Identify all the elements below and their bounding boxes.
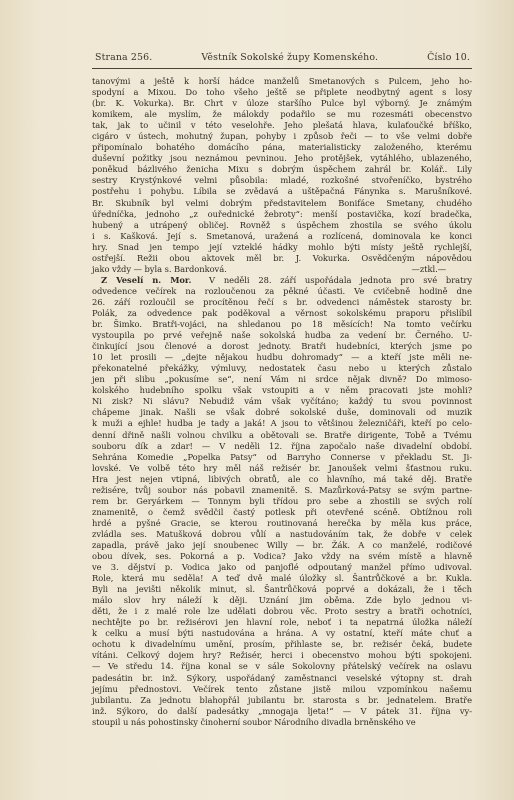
text-line: Hra jest nejen vtipná, libivých obratů, ale co hlavního, má také děj. Bratře — [92, 473, 472, 484]
text-line: duševní požitky jsou neznámou pevninou. Jeho protějšek, vytáhlého, ublazeného, — [92, 153, 472, 164]
text-line: nechtějte po br. režisérovi jen hlavní role, neboť i ta nepatrná úložka náleží — [92, 617, 472, 628]
text-line: (br. K. Vokurka). Br. Chrt v úloze staršího Pulce byl výborný. Je známým — [92, 98, 472, 109]
text-line: kolského hudebního spolku však vstoupiti a v něm pracovati jste mohli? — [92, 385, 472, 396]
closing-line: jako vždy — byla s. Bardonková. — [92, 263, 227, 274]
text-line: ochotu k divadelnímu umění, prosím, přihlaste se, br. režisér čeká, budete — [92, 639, 472, 650]
text-line: Br. Skubník byl velmi dobrým představitelem Bonifáce Smetany, chudého — [92, 197, 472, 208]
text-line: vystoupila po prvé veřejně naše sokolská hudba za vedení br. Černého. U- — [92, 330, 472, 341]
text-line: i s. Kašková. Její s. Smetanová, uražená a rozlícená, dominovala ke konci — [92, 230, 472, 241]
text-line: úředníčka, jednoho „z ouřednické žebroty“: menší postavička, kozí bradečka, — [92, 208, 472, 219]
text-line: padesátin br. inž. Sýkory, uspořádaný zaměstnanci veselské výtopny st. drah — [92, 672, 472, 683]
text-line: jen při slibu „pokusíme se“, není Vám ni srdce nějak divně? Do mimoso- — [92, 374, 472, 385]
text-line: ve 3. dějství p. Vodica jako od panjoflé odpoutaný manžel přímo udivoval. — [92, 562, 472, 573]
text-line: tak, jak to učinil v této veselohře. Jeho plešatá hlava, kulaťoučké bříško, — [92, 120, 472, 131]
issue-number: Číslo 10. — [427, 52, 470, 63]
text-line: stoupil u nás pohostinsky činoherní soubor Národního divadla brněnského ve — [92, 716, 416, 727]
text-line: — Ve středu 14. října konal se v sále Sokolovny přátelský večírek na oslavu — [92, 661, 472, 672]
text-line: odvedence večírek na rozloučenou za pěkné účasti. Ve cvičebně hodině dne — [92, 285, 472, 296]
text-line: Role, která mu seděla! A teď dvě malé úložky sl. Šantrůčkové a br. Kukla. — [92, 573, 472, 584]
text-line: k celku a musí býti nastudována a hrána. A vy ostatní, kteří máte chuť a — [92, 628, 472, 639]
text-line: zvládla ses. Matušková dobrou vůlí a nastudováním tak, že dobře v celek — [92, 528, 472, 539]
text-line: poněkud bázlivého ženicha Mixu s dobrým úspěchem zahrál br. Kolář.. Lily — [92, 164, 472, 175]
text-line: denní dřině našli volnou chvilku a obětovali se. Bratře dirigente, Tobě a Tvému — [92, 429, 472, 440]
header-rule — [92, 68, 472, 69]
text-line: hrdé a pyšné Gracie, se kterou routinovaná herečka by měla kus práce, — [92, 517, 472, 528]
theatre-review-section — [92, 76, 472, 264]
veseli-report-section — [92, 286, 472, 728]
section-heading-line — [92, 275, 472, 286]
text-line: režisére, tvůj soubor nás pobavil znamenitě. S. Mazůrková-Patsy se svým partne- — [92, 484, 472, 495]
text-line: rem br. Geryárkem — Tonnym byli třídou pro sebe a zhostili se svých rolí — [92, 495, 472, 506]
author-signature: —ztkl.— — [411, 263, 446, 274]
text-line: činkující jsou členové a dorost jednoty. Bratři hudebníci, kterých jsme po — [92, 341, 472, 352]
text-line: tanovými a ještě k horší hádce manželů Smetanových s Pulcem, jeho ho- — [92, 76, 472, 86]
text-line: spodyní a Mixou. Do toho všeho ještě se připlete neodbytný agent s losy — [92, 87, 472, 98]
text-line: Byli na jevišti několik minut, sl. Šantrůčková poprvé a dokázali, že i těch — [92, 584, 472, 595]
text-line: obou dívek, ses. Pokorná a p. Vodica? Jako vždy na svém místě a hlavně — [92, 551, 472, 562]
text-line: inž. Sýkoro, do další padesátky „mnogaja ljeta!“ — V pátek 31. října vy- — [92, 705, 472, 716]
text-line: málo slov hry náleží k ději. Uznání jim oběma. Zde bylo jednou vi- — [92, 595, 472, 606]
text-line: lovské. Ve volbě této hry měl náš režisér br. Janoušek velmi šťastnou ruku. — [92, 462, 472, 473]
section-first-line: V neděli 28. září uspořádala jednota pro své bratry — [209, 274, 472, 285]
text-line: připomínalo bohatého domácího pána, materialisticky založeného, kterému — [92, 142, 472, 153]
text-line: 10 let prosili — „dejte nějakou hudbu dohromady“ — a kteří jste měli ne- — [92, 352, 472, 363]
text-line: br. Šimko. Bratři-vojáci, na shledanou po 18 měsících! Na tomto večírku — [92, 319, 472, 330]
text-line: postřehu i pohybu. Líbila se zvědavá a uštěpačná Fánynka s. Marušníkové. — [92, 186, 472, 197]
text-line: znamenitě, o čemž svědčil častý potlesk při otevřené scéně. Obtížnou roli — [92, 506, 472, 517]
text-line: cigáro v ústech, mohutný župan, pohyby i způsob řeči — to vše velmi dobře — [92, 131, 472, 142]
page-header — [95, 52, 470, 63]
text-line: souboru dík a zdar! — V neděli 12. října započalo naše divadelní období. — [92, 440, 472, 451]
text-line: Polák, za odvedence pak poděkoval a věrnost sokolskému praporu přislíbil — [92, 307, 472, 318]
text-line: překonatelné překážky, výmluvy, nedostatek času nebo u kterých zůstalo — [92, 363, 472, 374]
text-line: k muži a ejhle! hudba je tady a jaká! A jsou to většinou železničáři, kteří po celo- — [92, 418, 472, 429]
journal-title: Věstník Sokolské župy Komenského. — [201, 52, 379, 63]
text-line: Sehrána Komedie „Popelka Patsy“ od Barryho Connerse v překladu St. Ji- — [92, 451, 472, 462]
text-line: chápeme jinak. Našli se však dobré sokolské duše, dominovali od muzik — [92, 407, 472, 418]
text-line: hubený a utrápený obličej. Rovněž s úspěchem zhostila se svého úkolu — [92, 219, 472, 230]
text-line: Ni zisk? Ni slávu? Nebudiž vám však vyčítáno; každý tu svou povinnost — [92, 396, 472, 407]
text-line: sestry Krystýnkové velmi působila: mladé, rozkošné stvořeníčko, bystrého — [92, 175, 472, 186]
page-number: Strana 256. — [95, 52, 153, 63]
article-body — [92, 76, 472, 728]
text-line: 26. září rozloučil se procítěnou řečí s br. odvedenci náměstek starosty br. — [92, 296, 472, 307]
text-line: jejímu přednostovi. Večírek tento zůstane jistě milou vzpomínkou našemu — [92, 683, 472, 694]
text-line: zapadla, právě jako její snoubenec Willy — br. Žák. A co manželé, rodičové — [92, 539, 472, 550]
text-line: vítáni. Celkový dojem hry? Režisér, herci i obecenstvo mohou býti spokojeni. — [92, 650, 472, 661]
text-line: komikem, ale myslím, že málokdy podařilo se mu rozesmáti obecenstvo — [92, 109, 472, 120]
section-heading: Z Veselí n. Mor. — [101, 274, 192, 285]
text-line: jubilantu. Za jednotu blahopřál jubilantu br. starosta s br. jednatelem. Bratře — [92, 694, 472, 705]
text-line: hry. Snad jen tempo její vzteklé hádky mohlo býti místy ještě rychlejší, — [92, 241, 472, 252]
text-line: děti, že i z malé role lze udělati dobrou věc. Proto sestry a bratři ochotníci, — [92, 606, 472, 617]
text-line: ostřejší. Režii obou aktovek měl br. J. Vokurka. Osvědčeným nápovědou — [92, 252, 472, 263]
